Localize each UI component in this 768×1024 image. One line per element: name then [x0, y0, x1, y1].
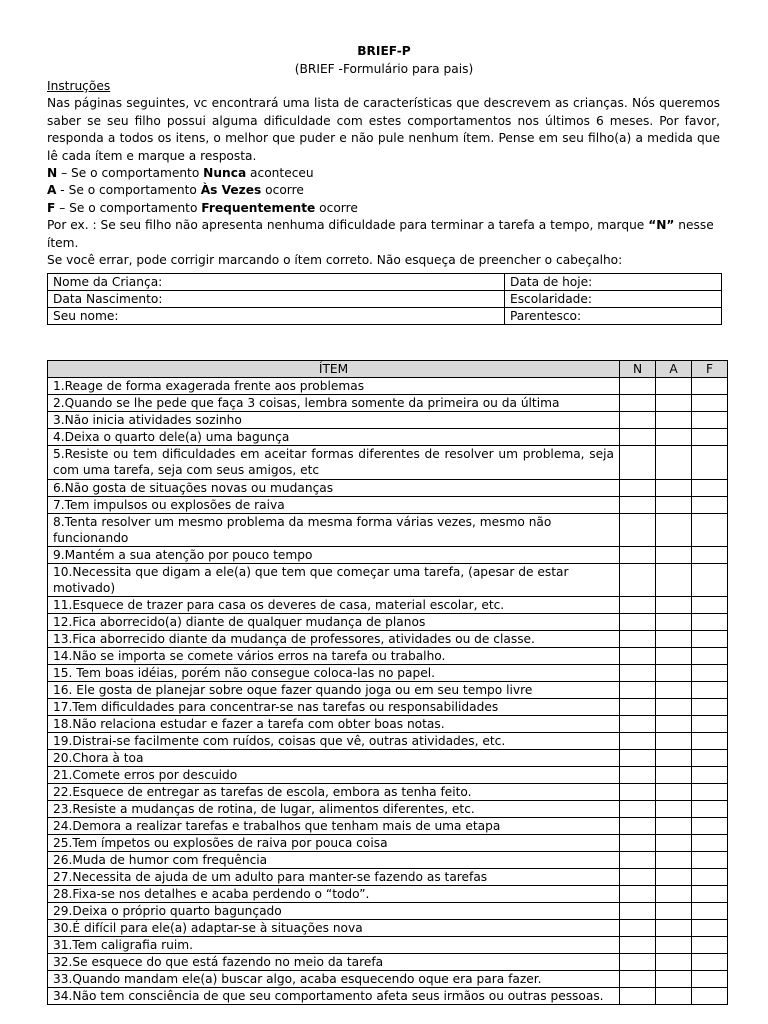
- answer-sometimes-cell[interactable]: [656, 378, 692, 395]
- answer-never-cell[interactable]: [620, 429, 656, 446]
- answer-sometimes-cell[interactable]: [656, 497, 692, 514]
- answer-sometimes-cell[interactable]: [656, 699, 692, 716]
- option-sometimes: A - Se o comportamento Às Vezes ocorre: [47, 183, 304, 198]
- answer-never-cell[interactable]: [620, 631, 656, 648]
- answer-never-cell[interactable]: [620, 869, 656, 886]
- answer-frequently-cell[interactable]: [692, 954, 728, 971]
- answer-frequently-cell[interactable]: [692, 869, 728, 886]
- table-row: [48, 920, 728, 937]
- table-row: [48, 903, 728, 920]
- answer-never-cell[interactable]: [620, 971, 656, 988]
- answer-sometimes-cell[interactable]: [656, 597, 692, 614]
- answer-frequently-cell[interactable]: [692, 784, 728, 801]
- answer-frequently-cell[interactable]: [692, 699, 728, 716]
- answer-frequently-cell[interactable]: [692, 514, 728, 547]
- table-row: [48, 412, 728, 429]
- answer-frequently-cell[interactable]: [692, 988, 728, 1005]
- table-row: [48, 631, 728, 648]
- answer-frequently-cell[interactable]: [692, 497, 728, 514]
- schooling-field[interactable]: Escolaridade:: [505, 291, 722, 308]
- item-text: 9.Mantém a sua atenção por pouco tempo: [48, 547, 620, 564]
- answer-never-cell[interactable]: [620, 750, 656, 767]
- answer-sometimes-cell[interactable]: [656, 665, 692, 682]
- header-item: ÍTEM: [48, 361, 620, 378]
- item-text: 27.Necessita de ajuda de um adulto para manter-se fazendo as tarefas: [48, 869, 620, 886]
- answer-never-cell[interactable]: [620, 699, 656, 716]
- table-row: [48, 801, 728, 818]
- table-row: [48, 665, 728, 682]
- item-text: 26.Muda de humor com frequência: [48, 852, 620, 869]
- item-text: 3.Não inicia atividades sozinho: [48, 412, 620, 429]
- item-text: 5.Resiste ou tem dificuldades em aceitar formas diferentes de resolver um problema, seja com uma tarefa, seja com seus amigos, etc: [48, 446, 620, 480]
- table-row: [48, 564, 728, 597]
- table-row: [48, 784, 728, 801]
- answer-sometimes-cell[interactable]: [656, 750, 692, 767]
- answer-frequently-cell[interactable]: [692, 429, 728, 446]
- answer-frequently-cell[interactable]: [692, 378, 728, 395]
- answer-sometimes-cell[interactable]: [656, 954, 692, 971]
- item-text: 2.Quando se lhe pede que faça 3 coisas, lembra somente da primeira ou da última: [48, 395, 620, 412]
- answer-sometimes-cell[interactable]: [656, 801, 692, 818]
- item-text: 13.Fica aborrecido diante da mudança de professores, atividades ou de classe.: [48, 631, 620, 648]
- answer-never-cell[interactable]: [620, 920, 656, 937]
- answer-never-cell[interactable]: [620, 564, 656, 597]
- instructions-paragraph: Nas páginas seguintes, vc encontrará uma lista de características que descrevem as crianças. Nós queremos saber se seu filho possui alguma dificuldade com estes comportamentos nos últimos 6 meses. Por favor, responda a todos os itens, o melhor que puder e não pule nenhum ítem. Pense em seu filho(a) a medida que lê cada ítem e marque a resposta.: [47, 96, 720, 163]
- item-text: 4.Deixa o quarto dele(a) uma bagunça: [48, 429, 620, 446]
- answer-frequently-cell[interactable]: [692, 971, 728, 988]
- item-text: 17.Tem dificuldades para concentrar-se nas tarefas ou responsabilidades: [48, 699, 620, 716]
- item-text: 18.Não relaciona estudar e fazer a tarefa com obter boas notas.: [48, 716, 620, 733]
- table-row: [48, 648, 728, 665]
- birth-date-field[interactable]: Data Nascimento:: [48, 291, 505, 308]
- answer-sometimes-cell[interactable]: [656, 767, 692, 784]
- table-row: [48, 395, 728, 412]
- answer-never-cell[interactable]: [620, 446, 656, 480]
- answer-never-cell[interactable]: [620, 801, 656, 818]
- answer-never-cell[interactable]: [620, 818, 656, 835]
- table-row: [48, 480, 728, 497]
- item-text: 29.Deixa o próprio quarto bagunçado: [48, 903, 620, 920]
- item-text: 34.Não tem consciência de que seu comportamento afeta seus irmãos ou outras pessoas.: [48, 988, 620, 1005]
- answer-never-cell[interactable]: [620, 614, 656, 631]
- answer-sometimes-cell[interactable]: [656, 988, 692, 1005]
- answer-sometimes-cell[interactable]: [656, 869, 692, 886]
- table-row: [48, 497, 728, 514]
- answer-never-cell[interactable]: [620, 547, 656, 564]
- answer-sometimes-cell[interactable]: [656, 937, 692, 954]
- item-text: 24.Demora a realizar tarefas e trabalhos que tenham mais de uma etapa: [48, 818, 620, 835]
- answer-frequently-cell[interactable]: [692, 818, 728, 835]
- answer-sometimes-cell[interactable]: [656, 429, 692, 446]
- todays-date-field[interactable]: Data de hoje:: [505, 274, 722, 291]
- info-row: [48, 274, 722, 291]
- header-sometimes: A: [656, 361, 692, 378]
- answer-sometimes-cell[interactable]: [656, 682, 692, 699]
- answer-sometimes-cell[interactable]: [656, 733, 692, 750]
- answer-frequently-cell[interactable]: [692, 564, 728, 597]
- answer-frequently-cell[interactable]: [692, 631, 728, 648]
- answer-frequently-cell[interactable]: [692, 614, 728, 631]
- answer-never-cell[interactable]: [620, 835, 656, 852]
- item-text: 11.Esquece de trazer para casa os deveres de casa, material escolar, etc.: [48, 597, 620, 614]
- item-text: 22.Esquece de entregar as tarefas de escola, embora as tenha feito.: [48, 784, 620, 801]
- item-text: 20.Chora à toa: [48, 750, 620, 767]
- answer-frequently-cell[interactable]: [692, 395, 728, 412]
- answer-frequently-cell[interactable]: [692, 767, 728, 784]
- table-row: [48, 682, 728, 699]
- item-text: 16. Ele gosta de planejar sobre oque fazer quando joga ou em seu tempo livre: [48, 682, 620, 699]
- info-form-table: [47, 273, 722, 325]
- relationship-field[interactable]: Parentesco:: [505, 308, 722, 325]
- item-text: 23.Resiste a mudanças de rotina, de lugar, alimentos diferentes, etc.: [48, 801, 620, 818]
- answer-never-cell[interactable]: [620, 937, 656, 954]
- option-never: N – Se o comportamento Nunca aconteceu: [47, 166, 314, 181]
- answer-frequently-cell[interactable]: [692, 852, 728, 869]
- answer-sometimes-cell[interactable]: [656, 852, 692, 869]
- answer-never-cell[interactable]: [620, 954, 656, 971]
- table-row: [48, 869, 728, 886]
- form-title: BRIEF-P: [357, 44, 411, 58]
- table-row: [48, 971, 728, 988]
- answer-frequently-cell[interactable]: [692, 801, 728, 818]
- item-text: 19.Distrai-se facilmente com ruídos, coisas que vê, outras atividades, etc.: [48, 733, 620, 750]
- answer-frequently-cell[interactable]: [692, 750, 728, 767]
- answer-never-cell[interactable]: [620, 784, 656, 801]
- item-text: 6.Não gosta de situações novas ou mudanças: [48, 480, 620, 497]
- header-frequently: F: [692, 361, 728, 378]
- answer-sometimes-cell[interactable]: [656, 446, 692, 480]
- table-row: [48, 429, 728, 446]
- answer-never-cell[interactable]: [620, 852, 656, 869]
- answer-sometimes-cell[interactable]: [656, 971, 692, 988]
- answer-frequently-cell[interactable]: [692, 648, 728, 665]
- answer-never-cell[interactable]: [620, 665, 656, 682]
- item-text: 25.Tem ímpetos ou explosões de raiva por pouca coisa: [48, 835, 620, 852]
- answer-never-cell[interactable]: [620, 412, 656, 429]
- table-row: [48, 446, 728, 480]
- item-text: 31.Tem caligrafia ruim.: [48, 937, 620, 954]
- answer-never-cell[interactable]: [620, 514, 656, 547]
- answer-frequently-cell[interactable]: [692, 446, 728, 480]
- answer-frequently-cell[interactable]: [692, 733, 728, 750]
- table-row: [48, 733, 728, 750]
- answer-never-cell[interactable]: [620, 716, 656, 733]
- answer-sometimes-cell[interactable]: [656, 920, 692, 937]
- table-row: [48, 378, 728, 395]
- answer-frequently-cell[interactable]: [692, 682, 728, 699]
- answer-frequently-cell[interactable]: [692, 920, 728, 937]
- table-row: [48, 614, 728, 631]
- answer-never-cell[interactable]: [620, 988, 656, 1005]
- answer-never-cell[interactable]: [620, 886, 656, 903]
- table-row: [48, 699, 728, 716]
- instructions-correction: Se você errar, pode corrigir marcando o ítem correto. Não esqueça de preencher o cabeçalho:: [47, 253, 623, 268]
- answer-never-cell[interactable]: [620, 480, 656, 497]
- table-row: [48, 835, 728, 852]
- item-text: 7.Tem impulsos ou explosões de raiva: [48, 497, 620, 514]
- answer-sometimes-cell[interactable]: [656, 395, 692, 412]
- answer-sometimes-cell[interactable]: [656, 716, 692, 733]
- answer-frequently-cell[interactable]: [692, 835, 728, 852]
- answer-sometimes-cell[interactable]: [656, 564, 692, 597]
- answer-sometimes-cell[interactable]: [656, 886, 692, 903]
- answer-sometimes-cell[interactable]: [656, 818, 692, 835]
- instructions-example: Por ex. : Se seu filho não apresenta nenhuma dificuldade para terminar a tarefa a tempo, marque “N” nesse ítem.: [47, 218, 714, 250]
- answer-sometimes-cell[interactable]: [656, 614, 692, 631]
- item-text: 15. Tem boas idéias, porém não consegue coloca-las no papel.: [48, 665, 620, 682]
- option-frequently: F – Se o comportamento Frequentemente ocorre: [47, 200, 358, 215]
- answer-frequently-cell[interactable]: [692, 903, 728, 920]
- child-name-field[interactable]: Nome da Criança:: [48, 274, 505, 291]
- answer-never-cell[interactable]: [620, 597, 656, 614]
- items-body: [48, 378, 728, 1005]
- table-row: [48, 937, 728, 954]
- table-row: [48, 886, 728, 903]
- answer-never-cell[interactable]: [620, 378, 656, 395]
- table-row: [48, 767, 728, 784]
- answer-frequently-cell[interactable]: [692, 716, 728, 733]
- info-row: [48, 291, 722, 308]
- instructions-heading: Instruções: [47, 79, 111, 93]
- answer-sometimes-cell[interactable]: [656, 547, 692, 564]
- table-row: [48, 514, 728, 547]
- item-text: 1.Reage de forma exagerada frente aos problemas: [48, 378, 620, 395]
- answer-never-cell[interactable]: [620, 395, 656, 412]
- parent-name-field[interactable]: Seu nome:: [48, 308, 505, 325]
- answer-never-cell[interactable]: [620, 648, 656, 665]
- table-row: [48, 547, 728, 564]
- items-header-row: [48, 361, 728, 378]
- table-row: [48, 597, 728, 614]
- item-text: 28.Fixa-se nos detalhes e acaba perdendo o “todo”.: [48, 886, 620, 903]
- table-row: [48, 716, 728, 733]
- answer-sometimes-cell[interactable]: [656, 412, 692, 429]
- answer-frequently-cell[interactable]: [692, 480, 728, 497]
- answer-frequently-cell[interactable]: [692, 547, 728, 564]
- table-row: [48, 750, 728, 767]
- item-text: 12.Fica aborrecido(a) diante de qualquer mudança de planos: [48, 614, 620, 631]
- answer-never-cell[interactable]: [620, 497, 656, 514]
- item-text: 30.É difícil para ele(a) adaptar-se à situações nova: [48, 920, 620, 937]
- info-row: [48, 308, 722, 325]
- table-row: [48, 852, 728, 869]
- table-row: [48, 954, 728, 971]
- table-row: [48, 988, 728, 1005]
- answer-sometimes-cell[interactable]: [656, 835, 692, 852]
- item-text: 32.Se esquece do que está fazendo no meio da tarefa: [48, 954, 620, 971]
- items-table: [47, 360, 728, 1005]
- item-text: 8.Tenta resolver um mesmo problema da mesma forma várias vezes, mesmo não funcionando: [48, 514, 620, 547]
- item-text: 33.Quando mandam ele(a) buscar algo, acaba esquecendo oque era para fazer.: [48, 971, 620, 988]
- answer-never-cell[interactable]: [620, 767, 656, 784]
- answer-frequently-cell[interactable]: [692, 886, 728, 903]
- header-never: N: [620, 361, 656, 378]
- item-text: 21.Comete erros por descuido: [48, 767, 620, 784]
- answer-sometimes-cell[interactable]: [656, 514, 692, 547]
- item-text: 14.Não se importa se comete vários erros na tarefa ou trabalho.: [48, 648, 620, 665]
- answer-frequently-cell[interactable]: [692, 665, 728, 682]
- answer-frequently-cell[interactable]: [692, 412, 728, 429]
- form-subtitle: (BRIEF -Formulário para pais): [294, 62, 474, 76]
- answer-sometimes-cell[interactable]: [656, 784, 692, 801]
- answer-never-cell[interactable]: [620, 682, 656, 699]
- table-row: [48, 818, 728, 835]
- item-text: 10.Necessita que digam a ele(a) que tem que começar uma tarefa, (apesar de estar motivado): [48, 564, 620, 597]
- instructions-block: [47, 78, 720, 269]
- answer-frequently-cell[interactable]: [692, 937, 728, 954]
- answer-never-cell[interactable]: [620, 733, 656, 750]
- answer-frequently-cell[interactable]: [692, 597, 728, 614]
- answer-sometimes-cell[interactable]: [656, 631, 692, 648]
- answer-sometimes-cell[interactable]: [656, 648, 692, 665]
- answer-never-cell[interactable]: [620, 903, 656, 920]
- answer-sometimes-cell[interactable]: [656, 480, 692, 497]
- answer-sometimes-cell[interactable]: [656, 903, 692, 920]
